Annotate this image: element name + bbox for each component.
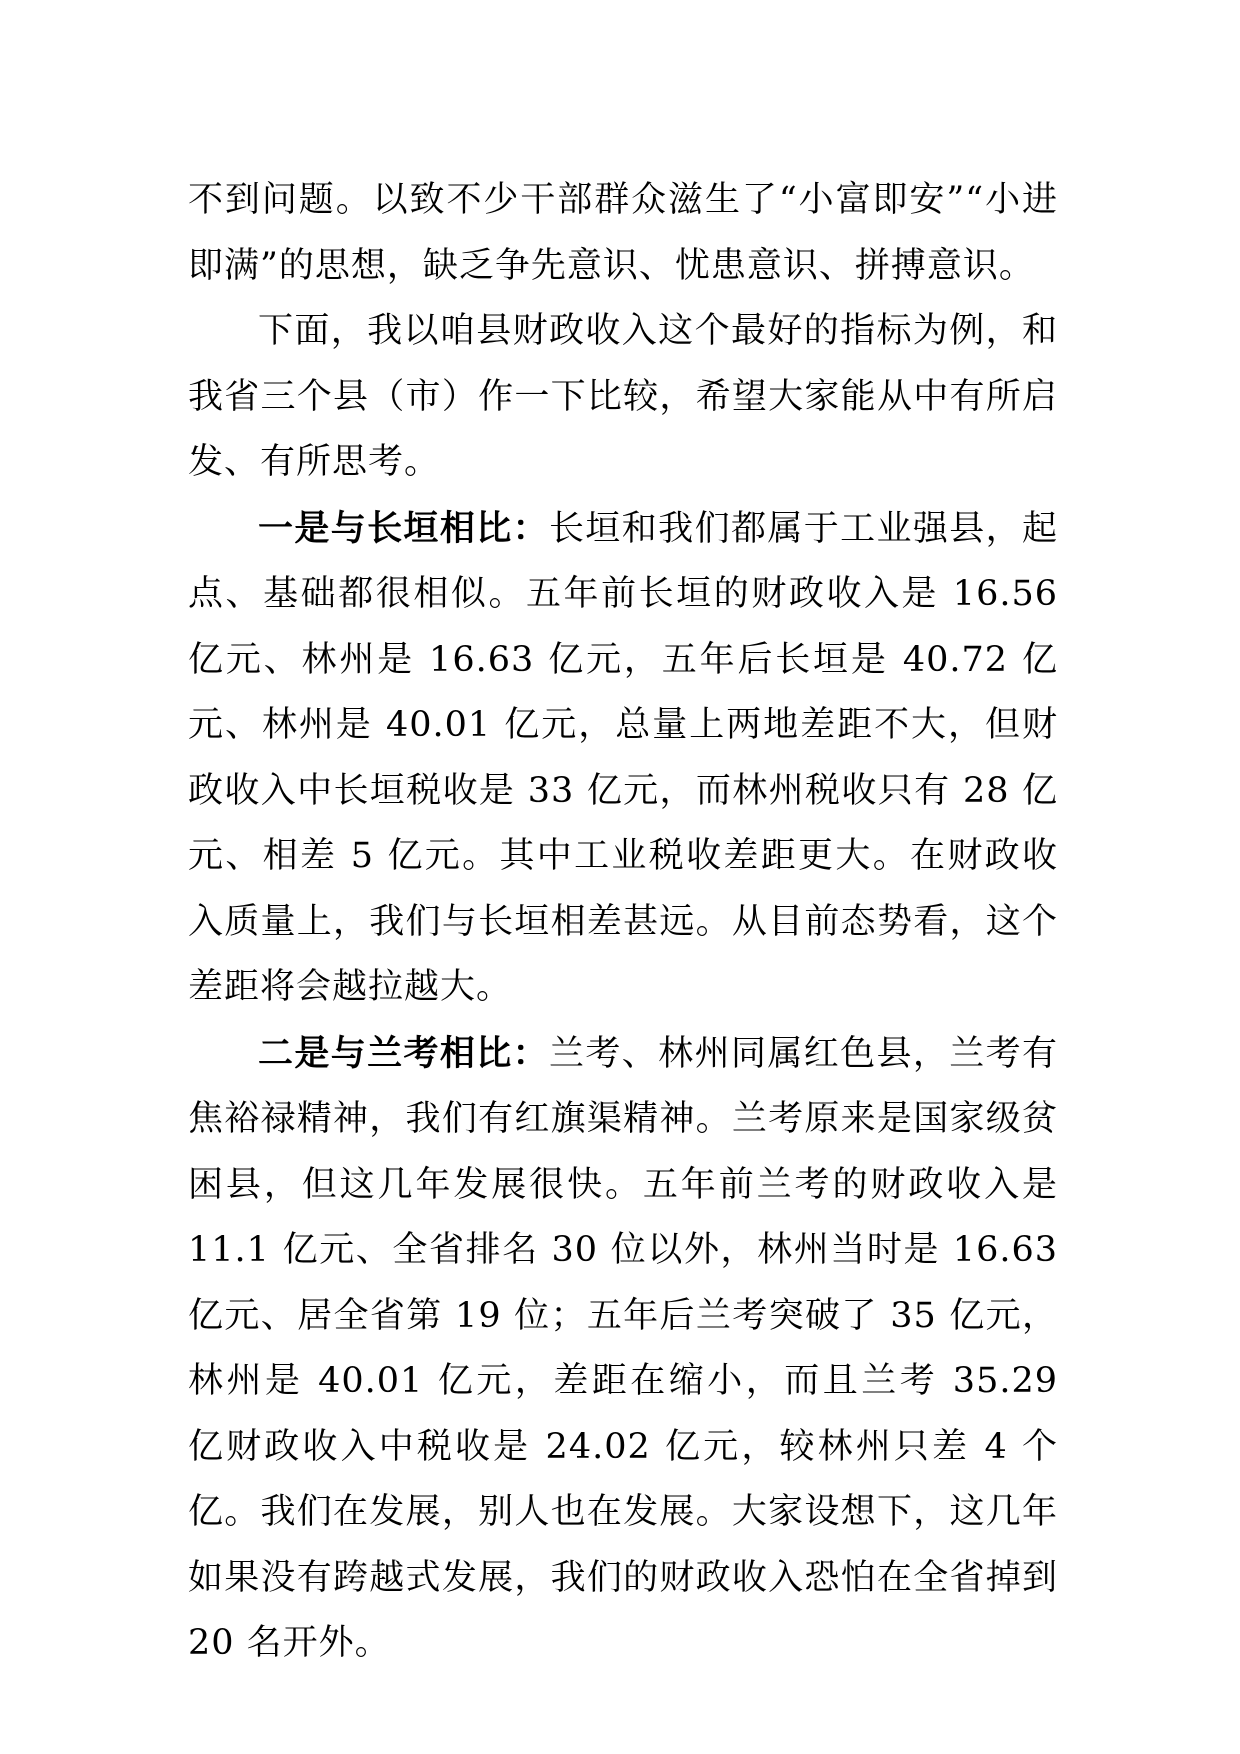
paragraph-lead: 一是与长垣相比： [258,507,550,549]
paragraph-lankao [188,1021,1058,1677]
paragraph-text: 长垣和我们都属于工业强县，起点、基础都很相似。五年前长垣的财政收入是 16.56 亿元、林州是 16.63 亿元，五年后长垣是 40.72 亿元、林州是 40.01 亿元，总量上两地差距不大，但财政收入中长垣税收是 33 亿元，而林州税收只有 28 亿元、相差 5 亿元。其中工业税收差距更大。在财政收入质量上，我们与长垣相差甚远。从目前态势看，这个差距将会越拉越大。 [188,508,1058,1007]
paragraph-continuation [188,168,1058,299]
paragraph-lead: 二是与兰考相比： [258,1032,550,1074]
paragraph-text: 不到问题。以致不少干部群众滋生了“小富即安”“小进即满”的思想，缺乏争先意识、忧患意识、拼搏意识。 [188,180,1058,286]
paragraph-intro [188,299,1058,496]
paragraph-changyuan [188,496,1058,1021]
document-body [188,168,1058,1677]
paragraph-text: 下面，我以咱县财政收入这个最好的指标为例，和我省三个县（市）作一下比较，希望大家能从中有所启发、有所思考。 [188,311,1058,482]
paragraph-text: 兰考、林州同属红色县，兰考有焦裕禄精神，我们有红旗渠精神。兰考原来是国家级贫困县，但这几年发展很快。五年前兰考的财政收入是 11.1 亿元、全省排名 30 位以外，林州当时是 16.63 亿元、居全省第 19 位；五年后兰考突破了 35 亿元，林州是 40.01 亿元，差距在缩小，而且兰考 35.29 亿财政收入中税收是 24.02 亿元，较林州只差 4 个亿。我们在发展，别人也在发展。大家设想下，这几年如果没有跨越式发展，我们的财政收入恐怕在全省掉到 20 名开外。 [188,1033,1058,1663]
